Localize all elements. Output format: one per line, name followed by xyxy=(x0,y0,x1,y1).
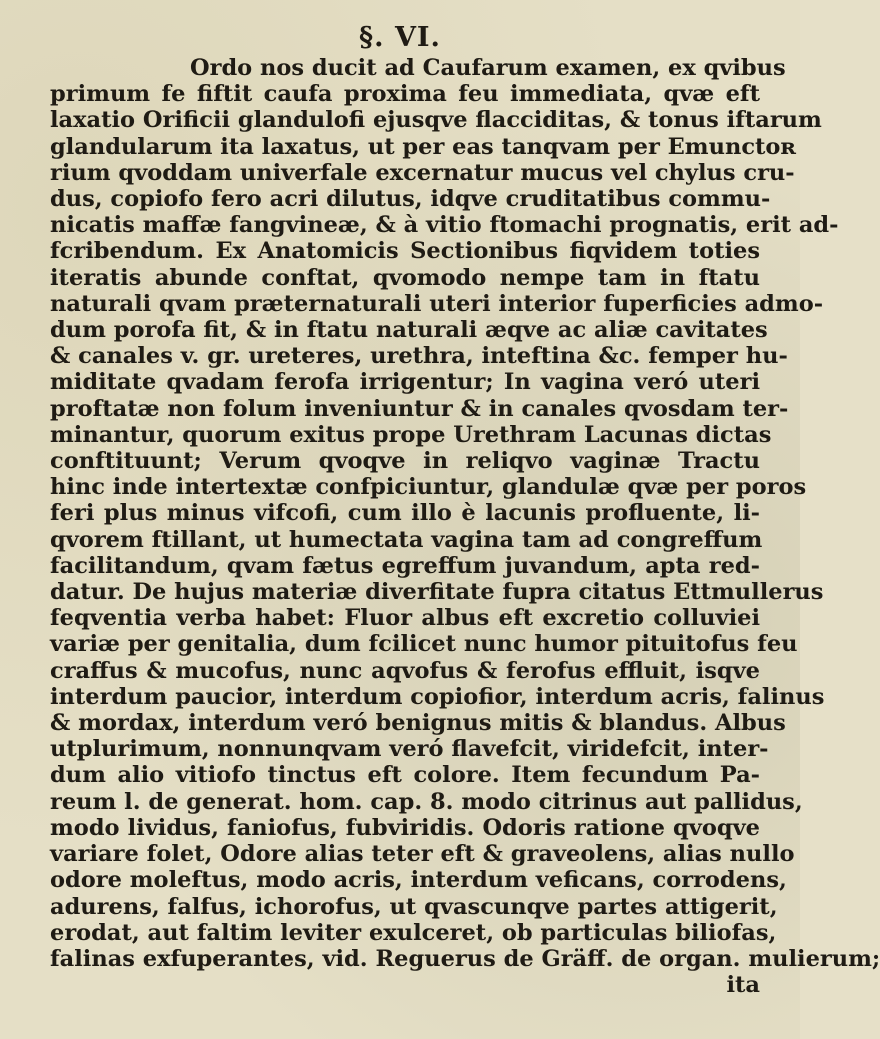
text-line: nicatis maffæ fangvineæ, & à vitio ftomachi prognatis, erit ad- xyxy=(50,212,839,239)
text-line: laxatio Orificii glandulofi ejusqve flacciditas, & tonus iftarum xyxy=(50,107,822,134)
text-line: qvorem ftillant, ut humectata vagina tam ad congreffum xyxy=(50,526,763,553)
text-line: fcribendum. Ex Anatomicis Sectionibus fiqvidem toties xyxy=(50,238,760,265)
text-line: Ordo nos ducit ad Caufarum examen, ex qvibus xyxy=(190,55,786,81)
text-line: minantur, quorum exitus prope Urethram Lacunas dictas xyxy=(50,421,772,448)
text-line: & canales v. gr. ureteres, urethra, inteftina &c. femper hu- xyxy=(50,343,788,370)
text-line: hinc inde intertextæ confpiciuntur, glandulæ qvæ per poros xyxy=(50,474,807,501)
text-line: reum l. de generat. hom. cap. 8. modo citrinus aut pallidus, xyxy=(50,788,803,815)
text-line: falinas exfuperantes, vid. Reguerus de Gräff. de organ. mulierum; xyxy=(50,945,880,972)
text-line: erodat, aut faltim leviter exulceret, ob particulas biliofas, xyxy=(50,919,777,946)
text-line: glandularum ita laxatus, ut per eas tanqvam per Emunctoʀ xyxy=(50,133,797,160)
text-line: rium qvoddam univerfale excernatur mucus vel chylus cru- xyxy=(50,159,795,186)
text-line: & mordax, interdum veró benignus mitis & blandus. Albus xyxy=(50,710,786,737)
text-line: naturali qvam præternaturali uteri interior fuperficies admo- xyxy=(50,290,824,317)
text-line: interdum paucior, interdum copiofior, interdum acris, falinus xyxy=(50,683,825,710)
text-line: feri plus minus vifcofi, cum illo è lacunis profluente, li- xyxy=(50,500,760,527)
text-line: dum alio vitiofo tinctus eft colore. Item fecundum Pa- xyxy=(50,762,760,789)
text-line: iteratis abunde conftat, qvomodo nempe tam in ftatu xyxy=(50,264,760,291)
text-line: variæ per genitalia, dum fcilicet nunc humor pituitofus feu xyxy=(50,631,798,658)
section-heading: §. VI. xyxy=(359,22,441,53)
text-line: dum porofa fit, & in ftatu naturali æqve ac aliæ cavitates xyxy=(50,317,768,344)
text-line: primum fe fiftit caufa proxima feu immediata, qvæ eft xyxy=(50,81,760,108)
text-line: feqventia verba habet: Fluor albus eft excretio colluviei xyxy=(50,605,760,632)
text-line: odore moleftus, modo acris, interdum veficans, corrodens, xyxy=(50,867,787,894)
text-line: miditate qvadam ferofa irrigentur; In vagina veró uteri xyxy=(50,369,760,396)
text-line: variare folet, Odore alias teter eft & graveolens, alias nullo xyxy=(50,841,795,868)
text-line: adurens, falfus, ichorofus, ut qvascunqve partes attigerit, xyxy=(50,893,778,920)
text-line: dus, copiofo fero acri dilutus, idqve cruditatibus commu- xyxy=(50,186,771,213)
catchword: ita xyxy=(726,972,760,999)
text-line: proftatæ non folum inveniuntur & in canales qvosdam ter- xyxy=(50,395,789,422)
text-line: craffus & mucofus, nunc aqvofus & ferofus effluit, isqve xyxy=(50,657,760,684)
text-line: conftituunt; Verum qvoqve in reliqvo vaginæ Tractu xyxy=(50,448,760,475)
text-line: utplurimum, nonnunqvam veró flavefcit, viridefcit, inter- xyxy=(50,736,769,763)
text-line: datur. De hujus materiæ diverfitate fupra citatus Ettmullerus xyxy=(50,579,824,606)
text-line: modo lividus, faniofus, fubviridis. Odoris ratione qvoqve xyxy=(50,814,760,841)
text-line: facilitandum, qvam fætus egreffum juvandum, apta red- xyxy=(50,552,760,579)
body-text xyxy=(50,55,880,999)
